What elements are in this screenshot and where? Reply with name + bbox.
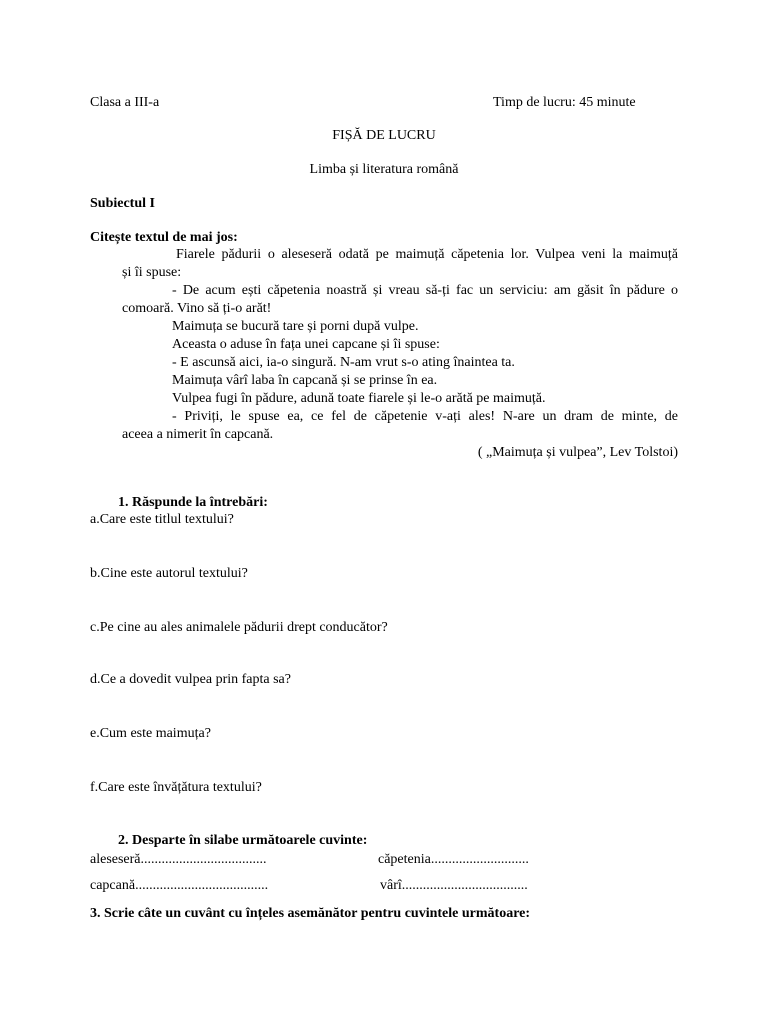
text-line: Vulpea fugi în pădure, adună toate fiarele și le-o arătă pe maimuță. (172, 391, 546, 406)
syllable-word: vârî.................................... (380, 878, 528, 893)
question-c: c.Pe cine au ales animalele pădurii drept conducător? (90, 620, 388, 635)
text-line: comoară. Vino să ți-o arăt! (122, 301, 272, 316)
text-line: - De acum ești căpetenia noastră și vreau să-ți fac un serviciu: am găsit în pădure o (172, 283, 678, 298)
worksheet-subtitle: Limba și literatura română (309, 162, 459, 177)
text-line: Fiarele pădurii o aleseseră odată pe maimuță căpetenia lor. Vulpea veni la maimuță (176, 247, 678, 262)
syllable-word: căpetenia............................ (378, 852, 529, 867)
question-f: f.Care este învățătura textului? (90, 780, 262, 795)
question-b: b.Cine este autorul textului? (90, 566, 248, 581)
syllable-word: aleseseră.................................... (90, 852, 267, 867)
exercise-2-heading: 2. Desparte în silabe următoarele cuvinte: (118, 833, 368, 848)
reading-instruction: Citește textul de mai jos: (90, 230, 238, 245)
text-line: aceea a nimerit în capcană. (122, 427, 274, 442)
class-label: Clasa a III-a (90, 95, 160, 110)
question-d: d.Ce a dovedit vulpea prin fapta sa? (90, 672, 291, 687)
exercise-3-heading: 3. Scrie câte un cuvânt cu înțeles asemănător pentru cuvintele următoare: (90, 906, 531, 921)
subject-heading: Subiectul I (90, 196, 155, 211)
syllable-word: capcană...................................... (90, 878, 269, 893)
exercise-1-heading: 1. Răspunde la întrebări: (118, 495, 268, 510)
text-line: - Priviți, le spuse ea, ce fel de căpetenie v-ați ales! N-are un dram de minte, de (172, 409, 678, 424)
time-label: Timp de lucru: 45 minute (493, 95, 636, 110)
question-e: e.Cum este maimuța? (90, 726, 211, 741)
text-line: Aceasta o aduse în fața unei capcane și îi spuse: (172, 337, 440, 352)
text-line: Maimuța se bucură tare și porni după vulpe. (172, 319, 419, 334)
text-source: ( „Maimuța și vulpea”, Lev Tolstoi) (477, 445, 678, 460)
text-line: și îi spuse: (122, 265, 182, 280)
text-line: Maimuța vârî laba în capcană și se prinse în ea. (172, 373, 438, 388)
text-line: - E ascunsă aici, ia-o singură. N-am vrut s-o ating înaintea ta. (172, 355, 515, 370)
worksheet-title: FIȘĂ DE LUCRU (332, 128, 436, 143)
question-a: a.Care este titlul textului? (90, 512, 234, 527)
